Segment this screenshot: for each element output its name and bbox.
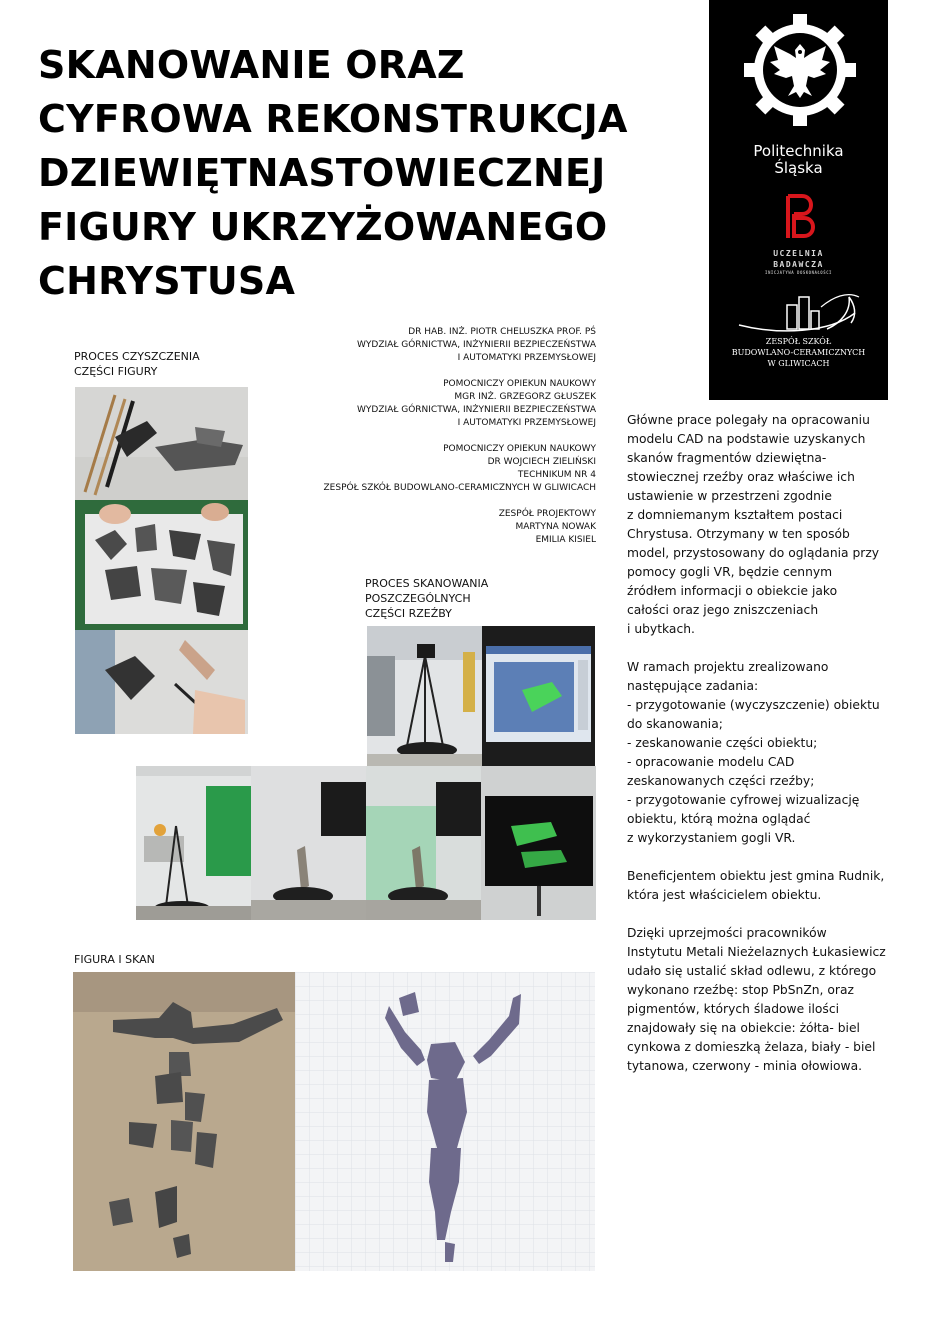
text-line: W ramach projektu zrealizowano <box>627 660 829 674</box>
text-line: całości oraz jego zniszczeniach <box>627 603 819 617</box>
text-line: - zeskanowanie części obiektu; <box>627 736 818 750</box>
credit-line: TECHNIKUM NR 4 <box>517 470 596 480</box>
text-line: i ubytkach. <box>627 622 695 636</box>
credit-line: ZESPÓŁ SZKÓŁ BUDOWLANO-CERAMICZNYCH W GLIWICACH <box>323 483 596 493</box>
poster-title <box>38 38 678 308</box>
section-cleaning-heading <box>74 349 200 379</box>
section-line: PROCES SKANOWANIA <box>365 577 489 590</box>
text-line: Chrystusa. Otrzymany w ten sposób <box>627 527 850 541</box>
text-line: z domniemanym kształtem postaci <box>627 508 843 522</box>
text-line: pigmentów, których śladowe ilości <box>627 1002 840 1016</box>
credits-block <box>290 326 596 560</box>
text-line: skanów fragmentów dziewiętna- <box>627 451 827 465</box>
credit-line: DR HAB. INŻ. PIOTR CHELUSZKA PROF. PŚ <box>408 327 596 337</box>
section-scanning-heading <box>365 576 488 621</box>
text-line: z wykorzystaniem gogli VR. <box>627 831 796 845</box>
paragraph-tasks <box>627 658 917 848</box>
credit-group-supervisor <box>290 326 596 365</box>
scanning-photo-monitor <box>251 766 366 920</box>
uczelnia-line: UCZELNIA <box>773 249 824 258</box>
credit-line: MGR INŻ. GRZEGORZ GŁUSZEK <box>454 392 596 402</box>
credit-line: WYDZIAŁ GÓRNICTWA, INŻYNIERII BEZPIECZEŃSTWA <box>357 340 596 350</box>
school-building-icon <box>739 295 859 331</box>
credit-line: POMOCNICZY OPIEKUN NAUKOWY <box>443 379 596 389</box>
paragraph-main-work <box>627 411 917 639</box>
zespol-line-3: W GLIWICACH <box>767 359 830 368</box>
credit-group-assistant-2 <box>290 443 596 495</box>
text-line: Beneficjentem obiektu jest gmina Rudnik, <box>627 869 885 883</box>
paragraph-composition <box>627 924 917 1076</box>
text-line: Główne prace polegały na opracowaniu <box>627 413 870 427</box>
credit-line: I AUTOMATYKI PRZEMYSŁOWEJ <box>457 353 596 363</box>
section-line: PROCES CZYSZCZENIA <box>74 350 200 363</box>
section-line: FIGURA I SKAN <box>74 953 155 966</box>
credit-group-assistant-1 <box>290 378 596 430</box>
credit-line: POMOCNICZY OPIEKUN NAUKOWY <box>443 444 596 454</box>
section-line: CZĘŚCI FIGURY <box>74 365 158 378</box>
text-line: która jest właścicielem obiektu. <box>627 888 822 902</box>
zespol-line-1: ZESPÓŁ SZKÓŁ <box>765 337 832 346</box>
research-university-mark-icon <box>788 196 813 238</box>
credit-line: DR WOJCIECH ZIELIŃSKI <box>487 457 596 467</box>
cleaning-photo-fragments <box>75 500 248 630</box>
credit-line: ZESPÓŁ PROJEKTOWY <box>498 509 596 519</box>
text-line: - przygotowanie cyfrowej wizualizację <box>627 793 860 807</box>
badawcza-line: BADAWCZA <box>773 260 824 269</box>
politechnika-line-2: Śląska <box>774 159 823 177</box>
text-line: następujące zadania: <box>627 679 759 693</box>
text-line: - opracowanie modelu CAD <box>627 755 795 769</box>
text-line: pomocy gogli VR, będzie cennym <box>627 565 833 579</box>
text-line: modelu CAD na podstawie uzyskanych <box>627 432 866 446</box>
section-line: CZĘŚCI RZEŹBY <box>365 607 452 620</box>
text-line: obiektu, którą można oglądać <box>627 812 811 826</box>
uczelnia-badawcza-text <box>709 248 888 276</box>
eagle-gear-emblem-icon <box>744 14 856 126</box>
section-figure-heading <box>74 952 155 967</box>
paragraph-beneficiary <box>627 867 917 905</box>
scanning-photo-screen <box>481 766 596 920</box>
inicjatywa-line: INICJATYWA DOSKONAŁOŚCI <box>765 270 832 275</box>
logo-band <box>709 0 888 400</box>
politechnika-line-1: Politechnika <box>753 142 844 160</box>
credit-line: MARTYNA NOWAK <box>515 522 596 532</box>
text-line: wykonano rzeźbę: stop PbSnZn, oraz <box>627 983 854 997</box>
credit-line: EMILIA KISIEL <box>535 535 596 545</box>
main-description <box>627 411 917 1095</box>
scanning-photo-tripod <box>367 626 482 766</box>
title-line-4: FIGURY UKRZYŻOWANEGO <box>38 205 608 249</box>
text-line: do skanowania; <box>627 717 723 731</box>
text-line: model, przystosowany do oglądania przy <box>627 546 880 560</box>
text-line: ustawienie w przestrzeni zgodnie <box>627 489 832 503</box>
scanning-photo-software <box>482 626 595 766</box>
credit-group-team <box>290 508 596 547</box>
title-line-5: CHRYSTUSA <box>38 259 296 303</box>
scan-render <box>295 972 595 1271</box>
zespol-szkol-text <box>709 336 888 369</box>
text-line: cynkowa z domieszką żelaza, biały - biel <box>627 1040 876 1054</box>
zespol-line-2: BUDOWLANO-CERAMICZNYCH <box>731 348 866 357</box>
text-line: stowiecznej rzeźby oraz właściwe ich <box>627 470 855 484</box>
title-line-3: DZIEWIĘTNASTOWIECZNEJ <box>38 151 606 195</box>
text-line: zeskanowanych części rzeźby; <box>627 774 815 788</box>
cleaning-photo-tools <box>75 387 248 500</box>
figure-photo <box>73 972 295 1271</box>
text-line: - przygotowanie (wyczyszczenie) obiektu <box>627 698 880 712</box>
text-line: źródłem informacji o obiekcie jako <box>627 584 838 598</box>
section-line: POSZCZEGÓLNYCH <box>365 592 471 605</box>
text-line: tytanowa, czerwony - minia ołowiowa. <box>627 1059 863 1073</box>
credit-line: WYDZIAŁ GÓRNICTWA, INŻYNIERII BEZPIECZEŃSTWA <box>357 405 596 415</box>
politechnika-name <box>709 143 888 177</box>
text-line: Instytutu Metali Nieżelaznych Łukasiewicz <box>627 945 886 959</box>
scanning-photo-laser <box>366 766 481 920</box>
text-line: znajdowały się na obiekcie: żółta- biel <box>627 1021 860 1035</box>
text-line: udało się ustalić skład odlewu, z którego <box>627 964 877 978</box>
title-line-1: SKANOWANIE ORAZ <box>38 43 465 87</box>
text-line: Dzięki uprzejmości pracowników <box>627 926 827 940</box>
scanning-photo-room <box>136 766 251 920</box>
credit-line: I AUTOMATYKI PRZEMYSŁOWEJ <box>457 418 596 428</box>
title-line-2: CYFROWA REKONSTRUKCJA <box>38 97 628 141</box>
cleaning-photo-brushing <box>75 630 248 734</box>
